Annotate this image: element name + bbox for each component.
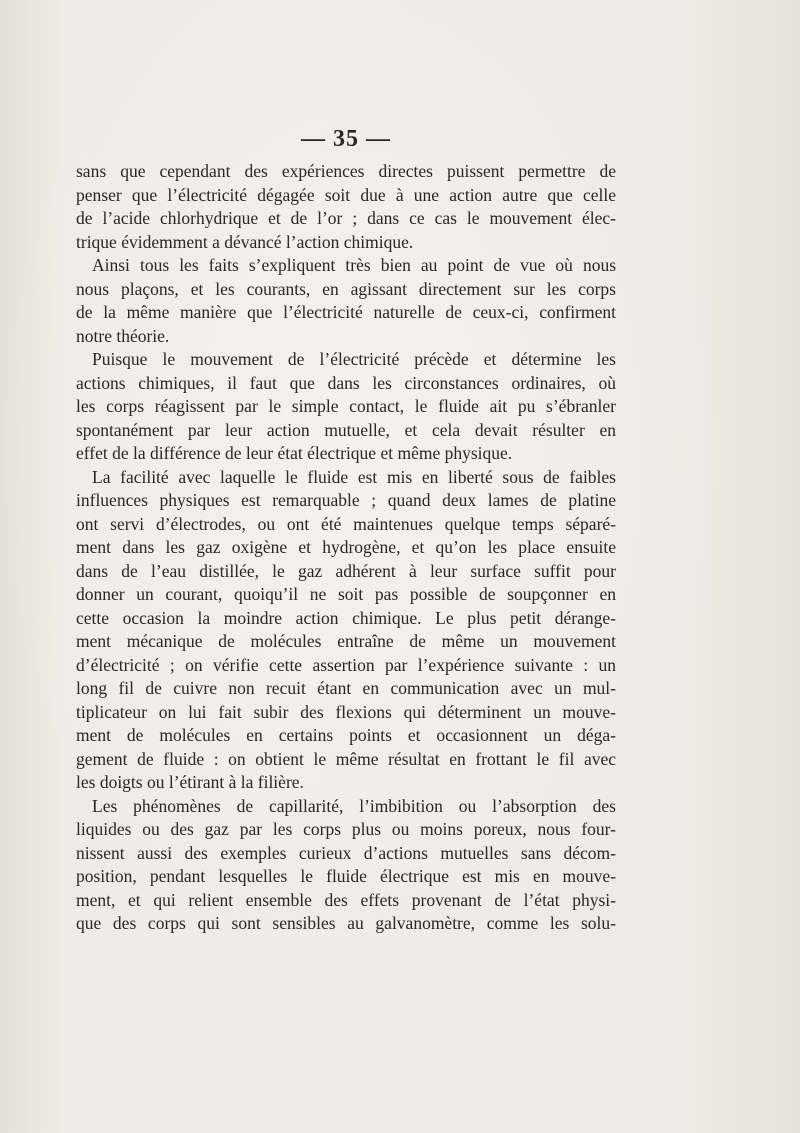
text-line: que des corps qui sont sensibles au galvanomètre, comme les solu- (76, 913, 616, 933)
text-line: nous plaçons, et les courants, en agissant directement sur les corps (76, 278, 616, 299)
text-line: ment mécanique de molécules entraîne de même un mouvement (76, 631, 616, 651)
text-line: les corps réagissent par le simple contact, le fluide ait pu s’ébranler (76, 396, 616, 416)
text-line: Les phénomènes de capillarité, l’imbibition ou l’absorption des (92, 795, 616, 816)
text-line: ont servi d’électrodes, ou ont été maintenues quelque temps séparé- (76, 513, 616, 534)
text-line: position, pendant lesquelles le fluide électrique est mis en mouve- (76, 866, 616, 886)
text-line: ment dans les gaz oxigène et hydrogène, et qu’on les place ensuite (76, 537, 616, 557)
page-number: — 35 — (301, 126, 391, 152)
text-line: sans que cependant des expériences directes puissent permettre de (76, 161, 616, 181)
text-line: La facilité avec laquelle le fluide est mis en liberté sous de faibles (92, 466, 616, 487)
text-line: d’électricité ; on vérifie cette assertion par l’expérience suivante : un (76, 654, 616, 675)
text-line: de l’acide chlorhydrique et de l’or ; dans ce cas le mouvement élec- (76, 208, 616, 228)
text-line: trique évidemment a dévancé l’action chimique. (76, 231, 414, 252)
text-line: cette occasion la moindre action chimique. Le plus petit dérange- (76, 607, 616, 628)
text-line: gement de fluide : on obtient le même résultat en frottant le fil avec (76, 748, 616, 769)
text-line: effet de la différence de leur état électrique et même physique. (76, 443, 513, 463)
text-line: ment, et qui relient ensemble des effets provenant de l’état physi- (76, 889, 616, 910)
text-line: nissent aussi des exemples curieux d’actions mutuelles sans décom- (76, 842, 616, 863)
text-line: Puisque le mouvement de l’électricité précède et détermine les (92, 349, 616, 369)
text-line: liquides ou des gaz par les corps plus ou moins poreux, nous four- (76, 819, 616, 839)
text-line: long fil de cuivre non recuit étant en communication avec un mul- (76, 678, 616, 698)
text-line: tiplicateur on lui fait subir des flexions qui déterminent un mouve- (76, 701, 616, 722)
text-line: Ainsi tous les faits s’expliquent très bien au point de vue où nous (92, 255, 616, 275)
text-line: penser que l’électricité dégagée soit due à une action autre que celle (76, 184, 616, 205)
text-line: dans de l’eau distillée, le gaz adhérent à leur surface suffit pour (76, 560, 616, 581)
body-text (76, 160, 616, 936)
text-line: les doigts ou l’étirant à la filière. (76, 772, 304, 792)
text-line: ment de molécules en certains points et occasionnent un déga- (76, 725, 616, 745)
text-line: actions chimiques, il faut que dans les circonstances ordinaires, où (76, 372, 616, 393)
text-line: influences physiques est remarquable ; quand deux lames de platine (76, 490, 616, 510)
text-line: donner un courant, quoiqu’il ne soit pas possible de soupçonner en (76, 584, 616, 604)
text-line: spontanément par leur action mutuelle, et cela devait résulter en (76, 419, 616, 440)
text-line: notre théorie. (76, 325, 170, 346)
text-line: de la même manière que l’électricité naturelle de ceux-ci, confirment (76, 302, 616, 322)
